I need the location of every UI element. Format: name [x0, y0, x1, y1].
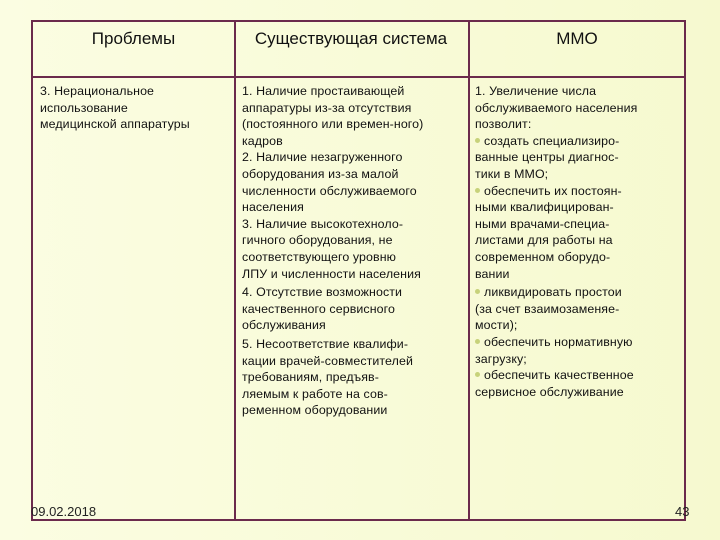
existing-line: кадров [242, 133, 283, 148]
bullet-dot-icon [475, 138, 480, 143]
mmo-line: (за счет взаимозаменяе- [475, 301, 620, 316]
existing-item-4 [242, 284, 466, 334]
existing-line: 2. Наличие незагруженного [242, 150, 403, 165]
mmo-line: тики в ММО; [475, 166, 549, 181]
mmo-line: загрузку; [475, 351, 527, 366]
mmo-bullet-2 [475, 183, 683, 283]
existing-line: соответствующего уровню [242, 249, 397, 264]
cell-problem [40, 83, 234, 133]
header-mmo [470, 28, 684, 49]
existing-item-3 [242, 216, 466, 282]
existing-line: (постоянного или времен-ного) [242, 117, 424, 132]
mmo-line: обеспечить качественное [484, 368, 634, 383]
existing-line: 4. Отсутствие возможности [242, 285, 403, 300]
mmo-line: обслуживаемого населения [475, 100, 638, 115]
header-mmo-text: ММО [556, 29, 598, 48]
bullet-dot-icon [475, 188, 480, 193]
problem-line: медицинской аппаратуры [40, 117, 190, 132]
mmo-line: ликвидировать простои [484, 285, 622, 300]
existing-line: аппаратуры из-за отсутствия [242, 100, 412, 115]
existing-line: качественного сервисного [242, 301, 395, 316]
header-existing-system [244, 28, 458, 49]
mmo-line: сервисное обслуживание [475, 384, 624, 399]
existing-line: требованиям, предъяв- [242, 370, 379, 385]
header-existing-system-text: Существующая система [254, 29, 448, 48]
existing-line: обслуживания [242, 318, 326, 333]
bullet-dot-icon [475, 339, 480, 344]
mmo-bullet-4 [475, 334, 683, 367]
mmo-bullet-1 [475, 133, 683, 183]
mmo-line: обеспечить их постоян- [484, 183, 622, 198]
existing-line: численности обслуживаемого [242, 183, 417, 198]
mmo-line: создать специализиро- [484, 133, 620, 148]
mmo-bullet-5 [475, 367, 683, 400]
bullet-dot-icon [475, 372, 480, 377]
mmo-line: листами для работы на [475, 233, 613, 248]
problem-line: 3. Нерациональное [40, 84, 155, 98]
existing-item-2 [242, 149, 466, 215]
existing-line: ременном оборудовании [242, 403, 388, 418]
cell-existing-system [242, 83, 466, 419]
header-problems [33, 28, 234, 49]
footer-date: 09.02.2018 [31, 504, 97, 519]
existing-line: ляемым к работе на сов- [242, 386, 388, 401]
page-number: 43 [675, 504, 690, 519]
existing-line: 1. Наличие простаивающей [242, 84, 405, 98]
header-problems-text: Проблемы [91, 29, 176, 48]
table-border-bottom [31, 519, 686, 521]
mmo-line: 1. Увеличение числа [475, 84, 597, 98]
mmo-line: обеспечить нормативную [484, 334, 633, 349]
cell-mmo [475, 83, 683, 400]
table-border-top [31, 20, 686, 22]
mmo-line: ными квалифицирован- [475, 200, 614, 215]
mmo-bullet-3 [475, 284, 683, 334]
mmo-line: ными врачами-специа- [475, 216, 610, 231]
existing-item-1 [242, 83, 466, 149]
mmo-line: мости); [475, 318, 518, 333]
existing-line: гичного оборудования, не [242, 233, 393, 248]
table-border-header-bottom [31, 76, 686, 78]
mmo-intro [475, 83, 683, 133]
table-border-col1 [234, 20, 236, 520]
existing-line: 5. Несоответствие квалифи- [242, 336, 409, 351]
mmo-line: ванные центры диагнос- [475, 150, 619, 165]
existing-line: ЛПУ и численности населения [242, 266, 421, 281]
table-border-right [684, 20, 686, 520]
existing-line: 3. Наличие высокотехноло- [242, 216, 404, 231]
table-border-left [31, 20, 33, 520]
table-border-col2 [468, 20, 470, 520]
problem-line: использование [40, 100, 128, 115]
existing-line: кации врачей-совместителей [242, 353, 413, 368]
existing-item-5 [242, 336, 466, 419]
mmo-line: современном оборудо- [475, 249, 611, 264]
existing-line: оборудования из-за малой [242, 166, 399, 181]
mmo-line: вании [475, 266, 510, 281]
bullet-dot-icon [475, 289, 480, 294]
existing-line: населения [242, 200, 304, 215]
mmo-line: позволит: [475, 117, 532, 132]
